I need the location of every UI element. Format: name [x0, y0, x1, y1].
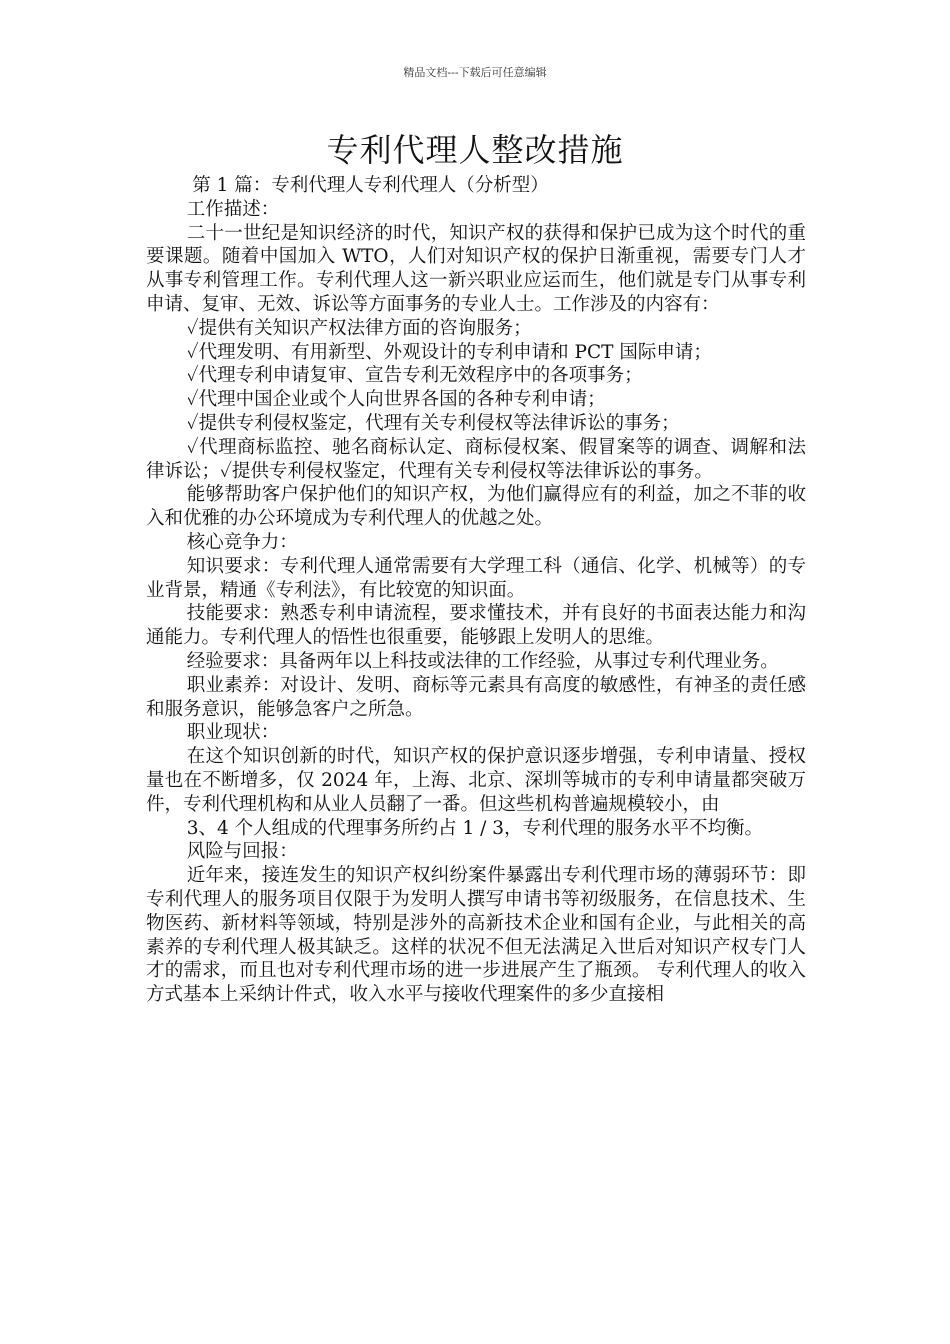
- body-paragraph: 二十一世纪是知识经济的时代，知识产权的获得和保护已成为这个时代的重要课题。随着中国加入 WTO，人们对知识产权的保护日渐重视，需要专门人才从事专利管理工作。专利代理人这一新兴职业应运而生，他们就是专门从事专利申请、复审、无效、诉讼等方面事务的专业人士。工作涉及的内容有：: [146, 222, 806, 315]
- body-paragraph: 经验要求：具备两年以上科技或法律的工作经验，从事过专利代理业务。: [186, 650, 779, 672]
- body-paragraph: 技能要求：熟悉专利申请流程，要求懂技术，并有良好的书面表达能力和沟通能力。专利代理人的悟性也很重要，能够跟上发明人的思维。: [146, 603, 806, 649]
- bullet-paragraph: ✓提供专利侵权鉴定，代理有关专利侵权等法律诉讼的事务；: [186, 412, 680, 434]
- body-paragraph: 职业现状：: [186, 722, 280, 744]
- body-paragraph: 职业素养：对设计、发明、商标等元素具有高度的敏感性，有神圣的责任感和服务意识，能够急客户之所急。: [146, 674, 806, 720]
- body-paragraph: 核心竞争力：: [186, 531, 298, 553]
- section-heading: 第 1 篇：专利代理人专利代理人（分析型）: [192, 175, 549, 196]
- body-paragraph: 3、4 个人组成的代理事务所约占 1 / 3，专利代理的服务水平不均衡。: [186, 817, 764, 839]
- bullet-paragraph: ✓代理商标监控、驰名商标认定、商标侵权案、假冒案等的调查、调解和法律诉讼；✓提供专利侵权鉴定，代理有关专利侵权等法律诉讼的事务。: [146, 436, 806, 482]
- document-body: [146, 174, 806, 1007]
- bullet-paragraph: ✓代理发明、有用新型、外观设计的专利申请和 PCT 国际申请；: [186, 341, 712, 363]
- body-paragraph: 风险与回报：: [186, 841, 298, 863]
- document-title: 专利代理人整改措施: [326, 131, 624, 169]
- page-header: 精品文档---下载后可任意编辑: [403, 66, 547, 79]
- body-paragraph: 知识要求：专利代理人通常需要有大学理工科（通信、化学、机械等）的专业背景，精通《专利法》，有比较宽的知识面。: [146, 555, 806, 601]
- body-paragraph: 近年来，接连发生的知识产权纠纷案件暴露出专利代理市场的薄弱环节：即专利代理人的服务项目仅限于为发明人撰写申请书等初级服务，在信息技术、生物医药、新材料等领域，特别是涉外的高新技术企业和国有企业，与此相关的高素养的专利代理人极其缺乏。这样的状况不但无法满足入世后对知识产权专门人才的需求，而且也对专利代理市场的进一步进展产生了瓶颈。 专利代理人的收入方式基本上采纳计件式，收入水平与接收代理案件的多少直接相: [146, 865, 806, 1006]
- bullet-paragraph: ✓代理中国企业或个人向世界各国的各种专利申请；: [186, 389, 606, 411]
- body-paragraph: 在这个知识创新的时代，知识产权的保护意识逐步增强，专利申请量、授权量也在不断增多，仅 2024 年，上海、北京、深圳等城市的专利申请量都突破万件，专利代理机构和从业人员翻了一番。但这些机构普遍规模较小，由: [146, 746, 806, 815]
- body-paragraph: 能够帮助客户保护他们的知识产权，为他们赢得应有的利益，加之不菲的收入和优雅的办公环境成为专利代理人的优越之处。: [146, 484, 806, 530]
- bullet-paragraph: ✓提供有关知识产权法律方面的咨询服务；: [186, 317, 532, 339]
- body-paragraph: 工作描述：: [186, 198, 280, 220]
- bullet-paragraph: ✓代理专利申请复审、宣告专利无效程序中的各项事务；: [186, 365, 643, 387]
